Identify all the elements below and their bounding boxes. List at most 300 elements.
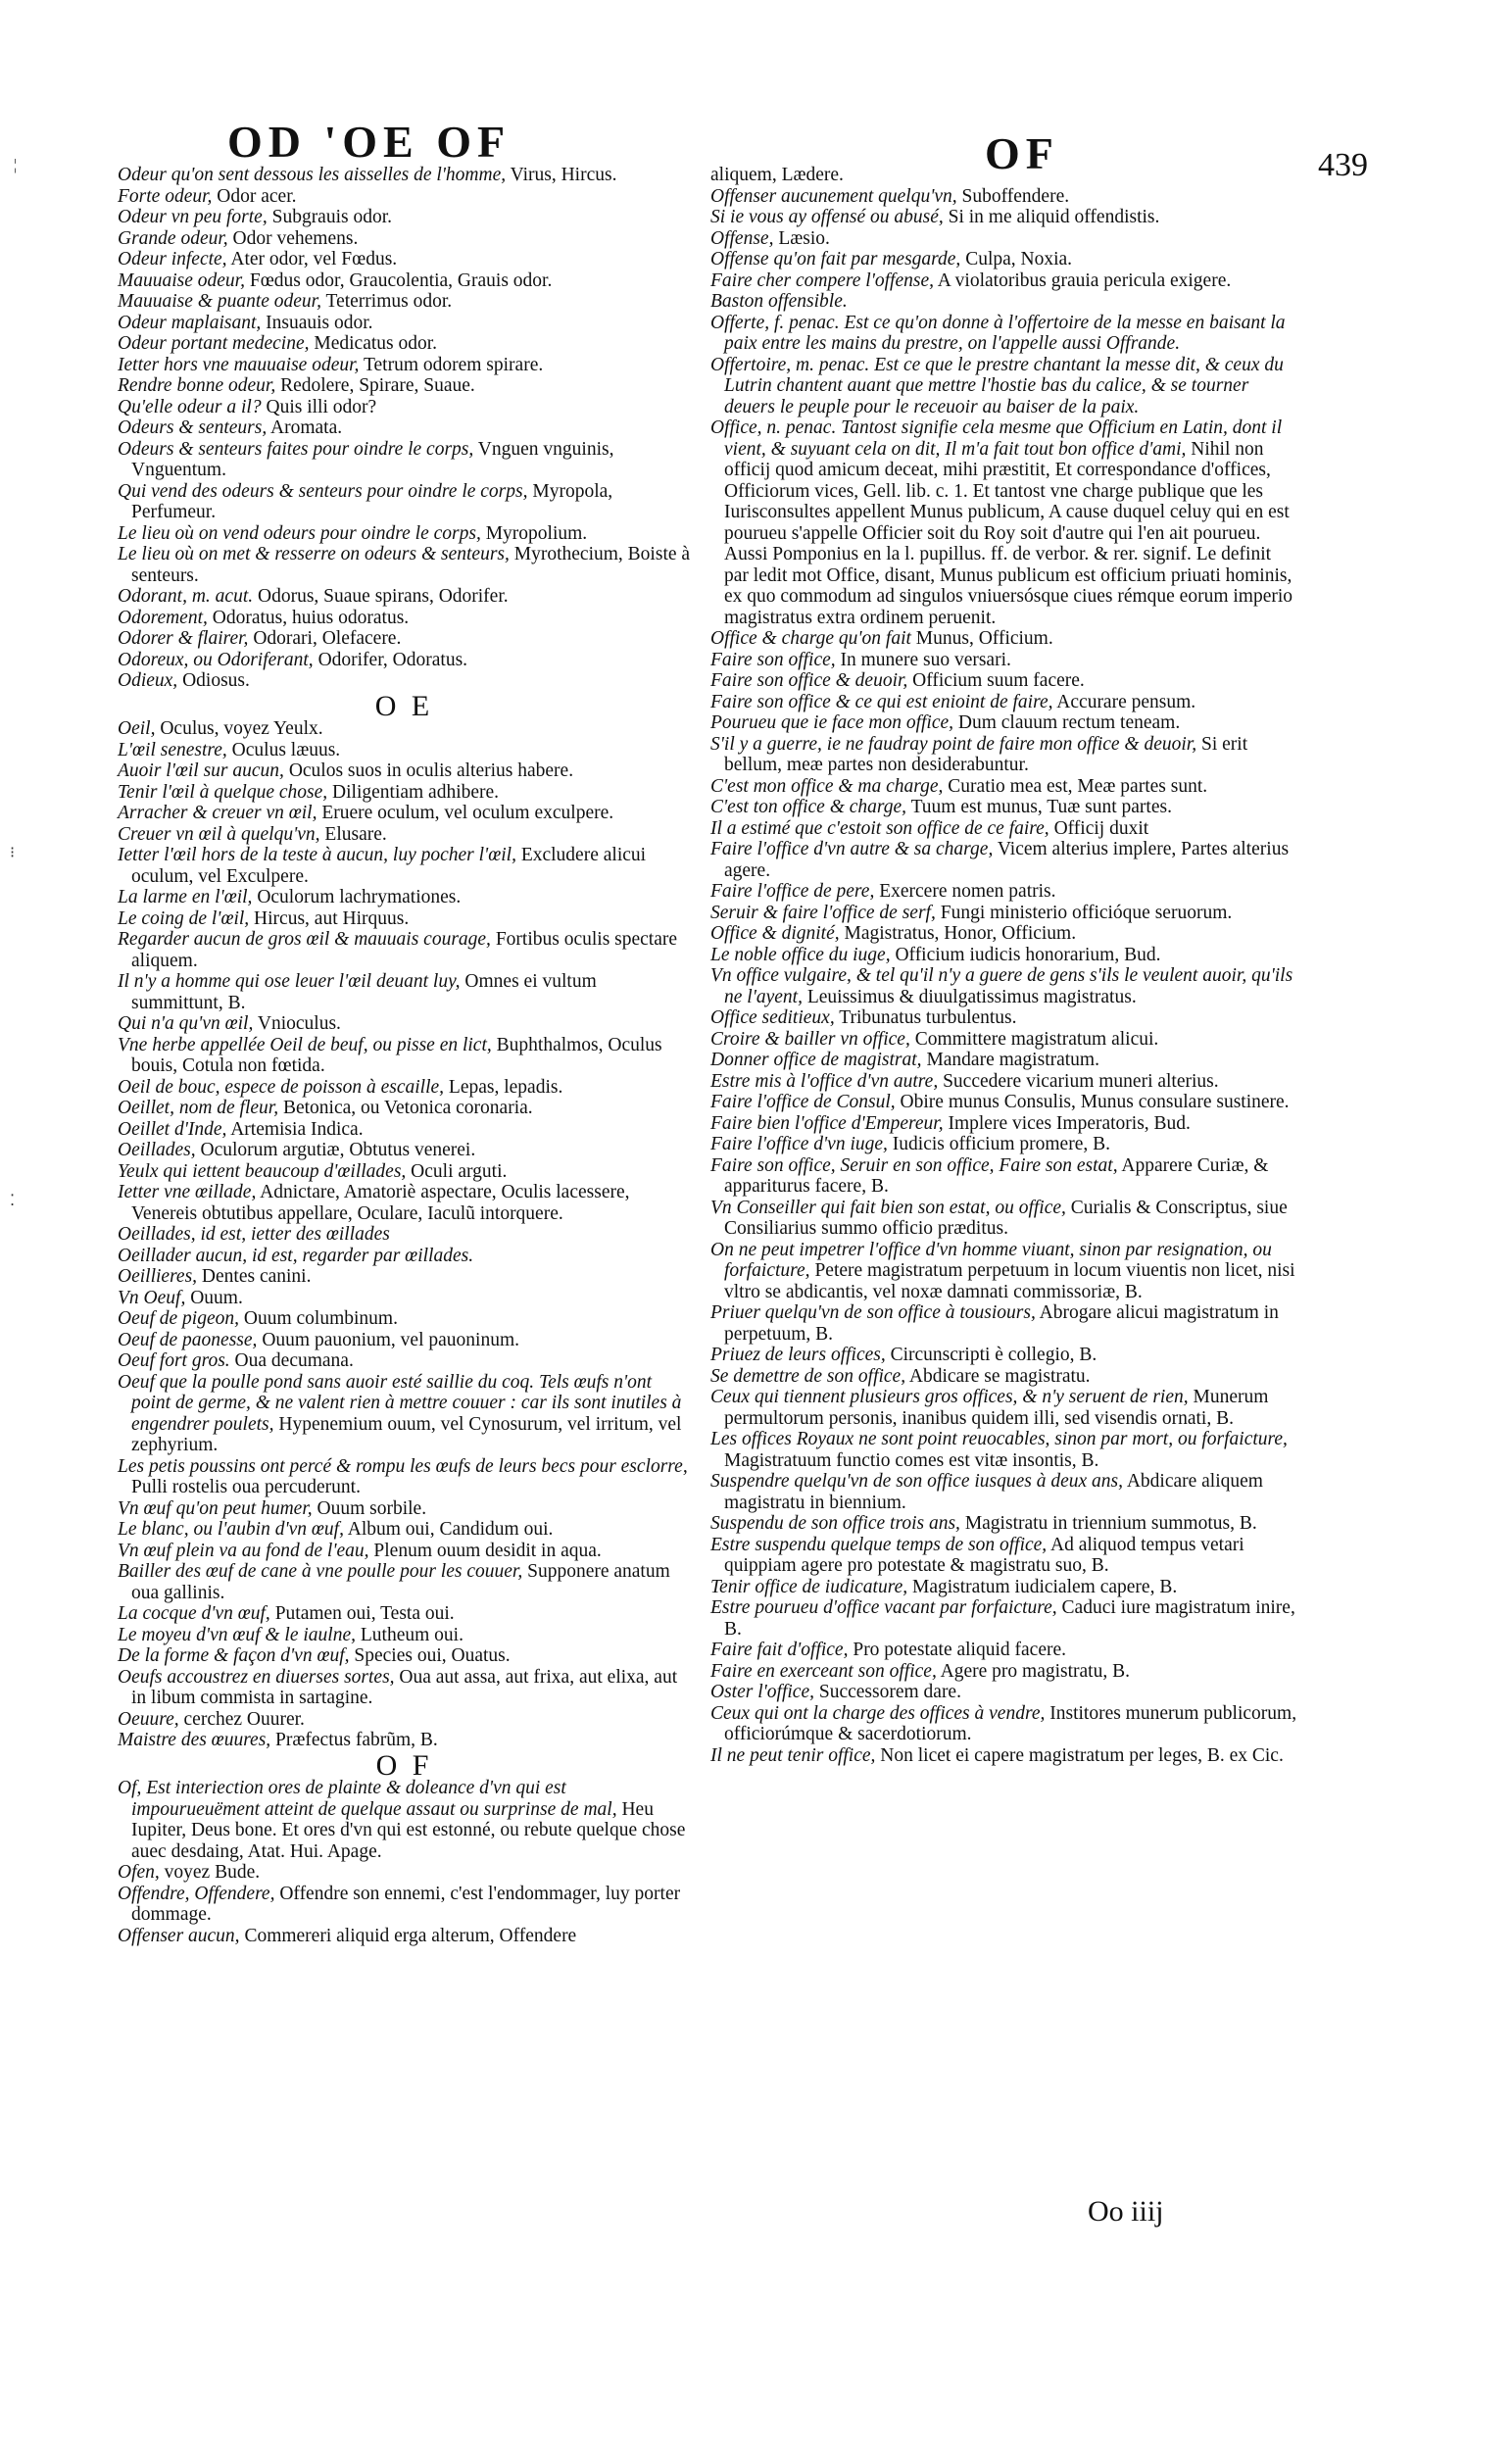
latin-gloss: Dum clauum rectum teneam.	[957, 712, 1181, 733]
latin-gloss: Curatio mea est, Meæ partes sunt.	[948, 775, 1208, 797]
french-term: Oeuf fort gros.	[118, 1350, 230, 1371]
french-term: Le lieu où on met & resserre on odeurs & senteurs,	[118, 544, 510, 564]
latin-gloss: Officium iudicis honorarium, Bud.	[895, 944, 1161, 965]
dictionary-entry	[118, 887, 691, 908]
dictionary-entry	[118, 333, 691, 355]
french-term: Oeillet, nom de fleur,	[118, 1098, 279, 1118]
french-term: Odeur vn peu forte,	[118, 207, 268, 227]
french-term: C'est mon office & ma charge,	[710, 775, 944, 797]
french-term: Il n'y a homme qui ose leuer l'œil deuant luy,	[118, 971, 461, 992]
french-term: Les offices Royaux ne sont point reuocables, sinon par mort, ou forfaicture,	[710, 1429, 1288, 1449]
french-term: Vn Conseiller qui fait bien son estat, ou office,	[710, 1197, 1066, 1218]
dictionary-entry	[118, 1035, 691, 1077]
dictionary-entry	[710, 1198, 1298, 1240]
latin-gloss: Diligentiam adhibere.	[332, 781, 500, 803]
dictionary-entry	[710, 1703, 1298, 1745]
french-term: Oster l'office,	[710, 1682, 814, 1702]
latin-gloss: Pulli rostelis oua percuderunt.	[131, 1477, 361, 1497]
dictionary-entry	[710, 1745, 1298, 1767]
latin-gloss: Pro potestate aliquid facere.	[853, 1640, 1067, 1660]
dictionary-entry	[118, 1456, 691, 1498]
french-term: Arracher & creuer vn œil,	[118, 803, 317, 823]
latin-gloss: Quis illi odor?	[266, 396, 377, 417]
dictionary-entry	[118, 1119, 691, 1141]
french-term: Odorement,	[118, 607, 208, 628]
dictionary-entry	[118, 824, 691, 846]
french-term: Faire fait d'office,	[710, 1640, 849, 1660]
french-term: Offendre, Offendere,	[118, 1883, 275, 1904]
latin-gloss: Oculus læuus.	[231, 739, 341, 760]
dictionary-entry	[710, 1113, 1298, 1135]
latin-gloss: Dentes canini.	[201, 1266, 312, 1287]
latin-gloss: Ater odor, vel Fœdus.	[230, 249, 398, 270]
dictionary-entry	[118, 481, 691, 523]
dictionary-entry	[118, 1730, 691, 1751]
dictionary-entry	[118, 1603, 691, 1625]
french-term: Of, Est interiection ores de plainte & doleance d'vn qui est impourueuëment atteint de quelque assaut ou surprinse de mal,	[118, 1778, 617, 1820]
dictionary-entry	[710, 1029, 1298, 1051]
latin-gloss: Excludere alicui oculum, vel Exculpere.	[131, 845, 647, 887]
header-left: OD 'OE OF	[227, 117, 512, 167]
dictionary-entry	[710, 1597, 1298, 1640]
french-term: De la forme & façon d'vn œuf,	[118, 1645, 350, 1666]
french-term: Tenir office de iudicature,	[710, 1576, 908, 1597]
latin-gloss: Apparere Curiæ, & appariturus facere, B.	[724, 1154, 1269, 1197]
french-term: Office, n. penac. Tantost signifie cela mesme que Officium en Latin, dont il vient, & suyuant cela on dit, Il m'a fait tout bon office d'ami,	[710, 417, 1283, 460]
dictionary-entry	[710, 923, 1298, 945]
latin-gloss: Magistratu in triennium summotus, B.	[964, 1513, 1257, 1534]
dictionary-entry	[118, 1161, 691, 1183]
latin-gloss: Tetrum odorem spirare.	[363, 354, 544, 375]
latin-gloss: Elusare.	[324, 823, 387, 845]
dictionary-entry	[710, 1471, 1298, 1513]
dictionary-entry	[710, 1155, 1298, 1198]
latin-gloss: Odor acer.	[217, 185, 297, 207]
latin-gloss: Hypenemium ouum, vel Cynosurum, vel irritum, vel zephyrium.	[131, 1413, 682, 1455]
french-term: Donner office de magistrat,	[710, 1050, 922, 1070]
latin-gloss: Abdicare aliquem magistratu in biennium.	[724, 1471, 1263, 1513]
dictionary-entry	[710, 1302, 1298, 1345]
french-term: Odorer & flairer,	[118, 628, 249, 649]
french-term: Vne herbe appellée Oeil de beuf, ou pisse en lict,	[118, 1034, 492, 1055]
dictionary-entry	[118, 740, 691, 761]
french-term: Faire son office, Seruir en son office, Faire son estat,	[710, 1154, 1118, 1176]
french-term: Odorant, m. acut.	[118, 586, 254, 607]
french-term: Mauuaise odeur,	[118, 270, 245, 291]
dictionary-entry	[118, 1098, 691, 1119]
dictionary-entry	[118, 1140, 691, 1161]
french-term: Les petis poussins ont percé & rompu les œufs de leurs becs pour esclorre,	[118, 1455, 688, 1477]
latin-gloss: Oculi arguti.	[411, 1160, 508, 1182]
dictionary-entry	[118, 1519, 691, 1541]
dictionary-entry	[710, 249, 1298, 270]
dictionary-entry	[118, 355, 691, 376]
french-term: Le coing de l'œil,	[118, 907, 250, 929]
latin-gloss: Petere magistratum perpetuum in locum viuentis non licet, nisi vltro se abdicantis, vel noxæ damnati commissoriæ, B.	[724, 1260, 1295, 1302]
dictionary-entry	[118, 1246, 691, 1267]
dictionary-entry	[118, 1862, 691, 1884]
header-right: OF	[985, 128, 1059, 178]
french-term: L'œil senestre,	[118, 739, 227, 760]
french-term: Oeuure,	[118, 1708, 179, 1730]
latin-gloss: Buphthalmos, Oculus bouis, Cotula non fœtida.	[131, 1034, 662, 1076]
dictionary-entry	[118, 782, 691, 804]
latin-gloss: Aromata.	[270, 417, 343, 438]
french-term: Ietter vne œillade,	[118, 1182, 257, 1202]
french-term: Qui vend des odeurs & senteurs pour oindre le corps,	[118, 480, 528, 502]
latin-gloss: Successorem dare.	[818, 1682, 961, 1702]
dictionary-entry	[710, 207, 1298, 228]
dictionary-entry	[710, 818, 1298, 840]
latin-gloss: Supponere anatum oua gallinis.	[131, 1561, 670, 1603]
latin-gloss: Commereri aliquid erga alterum, Offendere	[244, 1925, 577, 1946]
latin-gloss: Leuissimus & diuulgatissimus magistratus.	[806, 986, 1137, 1007]
margin-mark: ¦	[14, 157, 18, 173]
latin-gloss: Caduci iure magistratum inire, B.	[724, 1597, 1295, 1640]
dictionary-entry	[118, 760, 691, 782]
dictionary-entry	[710, 776, 1298, 798]
french-term: Estre mis à l'office d'vn autre,	[710, 1070, 939, 1092]
latin-gloss: Abrogare alicui magistratum in perpetuum, B.	[724, 1302, 1279, 1345]
french-term: Ietter hors vne mauuaise odeur,	[118, 354, 360, 375]
french-term: Offense,	[710, 227, 774, 249]
latin-gloss: Iudicis officium promere, B.	[892, 1134, 1110, 1154]
dictionary-entry	[118, 186, 691, 208]
latin-gloss: Tuum est munus, Tuæ sunt partes.	[910, 797, 1172, 817]
french-term: Odeurs & senteurs faites pour oindre le corps,	[118, 438, 474, 460]
french-term: Ceux qui tiennent plusieurs gros offices, & n'y seruent de rien,	[710, 1387, 1189, 1407]
french-term: Suspendu de son office trois ans,	[710, 1513, 960, 1534]
latin-gloss: Munerum permultorum personis, inanibus quidem illi, sed visendis ornati, B.	[724, 1387, 1269, 1429]
latin-gloss: Non licet ei capere magistratum per leges, B. ex Cic.	[880, 1744, 1284, 1766]
french-term: Le noble office du iuge,	[710, 944, 891, 965]
dictionary-entry	[118, 397, 691, 418]
french-term: Oeillader aucun, id est, regarder par œillades.	[118, 1245, 474, 1266]
dictionary-entry	[118, 1667, 691, 1709]
french-term: Regarder aucun de gros œil & mauuais courage,	[118, 929, 491, 950]
french-term: Il ne peut tenir office,	[710, 1744, 876, 1766]
french-term: Creuer vn œil à quelqu'vn,	[118, 823, 320, 845]
latin-gloss: Obire munus Consulis, Munus consulare sustinere.	[900, 1092, 1290, 1112]
french-term: Vn Oeuf,	[118, 1287, 186, 1308]
dictionary-entry	[710, 881, 1298, 903]
dictionary-entry	[710, 1366, 1298, 1388]
dictionary-entry	[710, 1092, 1298, 1113]
french-term: Si ie vous ay offensé ou abusé,	[710, 207, 944, 227]
latin-gloss: Teterrimus odor.	[325, 291, 453, 312]
latin-gloss: voyez Bude.	[164, 1862, 261, 1883]
latin-gloss: Myrothecium, Boiste à senteurs.	[131, 544, 691, 586]
dictionary-entry	[118, 249, 691, 270]
french-term: Rendre bonne odeur,	[118, 375, 276, 396]
french-term: Pourueu que ie face mon office,	[710, 712, 954, 733]
dictionary-entry	[118, 165, 691, 186]
dictionary-entry	[710, 1682, 1298, 1703]
dictionary-entry	[118, 207, 691, 228]
latin-gloss: Si erit bellum, meæ partes non desiderabuntur.	[724, 733, 1248, 775]
latin-gloss: Ouum sorbile.	[317, 1497, 427, 1519]
dictionary-entry	[118, 803, 691, 824]
latin-gloss: Ad aliquod tempus vetari quippiam agere pro potestate & magistratu suo, B.	[724, 1534, 1244, 1576]
french-term: Offenser aucunement quelqu'vn,	[710, 185, 957, 207]
french-term: Offerte, f. penac. Est ce qu'on donne à l'offertoire de la messe en baisant la paix entre les mains du prestre, on l'appelle aussi Offrande.	[710, 312, 1286, 354]
french-term: Estre suspendu quelque temps de son office,	[710, 1534, 1048, 1555]
latin-gloss: Fœdus odor, Graucolentia, Grauis odor.	[249, 270, 553, 291]
french-term: Faire l'office d'vn autre & sa charge,	[710, 839, 994, 859]
french-term: Odoreux, ou Odoriferant,	[118, 649, 314, 670]
french-term: Ofen,	[118, 1862, 160, 1883]
latin-gloss: Magistratus, Honor, Officium.	[844, 923, 1077, 944]
french-term: Odeur qu'on sent dessous les aisselles de l'homme,	[118, 165, 507, 185]
french-term: La cocque d'vn œuf,	[118, 1603, 270, 1624]
section-heading: O F	[375, 1748, 433, 1782]
french-term: Suspendre quelqu'vn de son office iusques à deux ans,	[710, 1471, 1123, 1492]
latin-gloss: Officium suum facere.	[912, 670, 1085, 691]
french-term: Le lieu où on vend odeurs pour oindre le corps,	[118, 522, 481, 544]
french-term: Oeillet d'Inde,	[118, 1118, 227, 1140]
dictionary-entry	[118, 313, 691, 334]
latin-gloss: Album oui, Candidum oui.	[347, 1519, 554, 1540]
french-term: C'est ton office & charge,	[710, 797, 907, 817]
margin-mark: ⁚	[10, 1193, 16, 1209]
french-term: Odeur maplaisant,	[118, 312, 262, 333]
dictionary-entry	[118, 1926, 691, 1947]
dictionary-entry	[118, 1561, 691, 1603]
dictionary-entry	[118, 417, 691, 439]
french-term: Tenir l'œil à quelque chose,	[118, 781, 328, 803]
dictionary-entry	[710, 291, 1298, 313]
french-term: Oeil,	[118, 718, 156, 739]
french-term: Yeulx qui iettent beaucoup d'œillades,	[118, 1160, 407, 1182]
dictionary-entry	[118, 845, 691, 887]
left-column	[118, 165, 691, 1946]
latin-gloss: Offendre son ennemi, c'est l'endommager, luy porter dommage.	[131, 1883, 681, 1925]
latin-gloss: Odorus, Suaue spirans, Odorifer.	[258, 586, 509, 607]
dictionary-entry	[118, 929, 691, 971]
french-term: Vn œuf plein va au fond de l'eau,	[118, 1540, 369, 1561]
dictionary-entry	[710, 945, 1298, 966]
french-term: Odeurs & senteurs,	[118, 417, 268, 438]
french-term: Ietter l'œil hors de la teste à aucun, luy pocher l'œil,	[118, 845, 516, 865]
latin-gloss: Oculos suos in oculis alterius habere.	[288, 760, 574, 781]
french-term: Mauuaise & puante odeur,	[118, 291, 321, 312]
dictionary-entry	[118, 1498, 691, 1520]
latin-gloss: aliquem, Lædere.	[710, 165, 844, 185]
dictionary-entry	[710, 797, 1298, 818]
dictionary-entry	[710, 313, 1298, 355]
latin-gloss: Magistratum iudicialem capere, B.	[912, 1576, 1178, 1597]
french-term: Oeillades,	[118, 1140, 196, 1160]
french-term: Ceux qui ont la charge des offices à vendre,	[710, 1702, 1046, 1724]
latin-gloss: Fortibus oculis spectare aliquem.	[131, 929, 678, 971]
latin-gloss: Implere vices Imperatoris, Bud.	[948, 1112, 1191, 1134]
french-term: Oeuf de paonesse,	[118, 1329, 258, 1350]
dictionary-entry	[118, 608, 691, 629]
french-term: On ne peut impetrer l'office d'vn homme viuant, sinon par resignation, ou forfaicture,	[710, 1239, 1272, 1281]
dictionary-entry	[710, 1429, 1298, 1471]
french-term: La larme en l'œil,	[118, 887, 253, 907]
french-term: Grande odeur,	[118, 227, 228, 249]
dictionary-entry	[118, 1541, 691, 1562]
french-term: S'il y a guerre, ie ne faudray point de faire mon office & deuoir,	[710, 733, 1197, 755]
french-term: Odieux,	[118, 670, 178, 691]
french-term: Office & charge qu'on fait	[710, 628, 911, 649]
dictionary-entry	[710, 1387, 1298, 1429]
latin-gloss: Virus, Hircus.	[510, 165, 617, 185]
dictionary-entry	[710, 670, 1298, 692]
latin-gloss: Myropola, Perfumeur.	[131, 480, 613, 522]
latin-gloss: Institores munerum publicorum, officiorúmque & sacerdotiorum.	[724, 1702, 1297, 1744]
dictionary-entry	[710, 903, 1298, 924]
dictionary-entry	[118, 1077, 691, 1099]
french-term: Priuez de leurs offices,	[710, 1345, 886, 1365]
latin-gloss: Plenum ouum desidit in aqua.	[373, 1540, 602, 1561]
latin-gloss: Adnictare, Amatoriè aspectare, Oculis lacessere, Venereis obtutibus appellare, Ocularе, Iaculũ intorquere.	[131, 1182, 630, 1224]
signature-mark: Oo iiij	[1088, 2195, 1164, 2228]
dictionary-entry	[118, 971, 691, 1013]
latin-gloss: Exercere nomen patris.	[879, 881, 1056, 902]
dictionary-entry	[118, 1645, 691, 1667]
latin-gloss: Abdicare se magistratu.	[908, 1365, 1091, 1387]
dictionary-entry	[118, 1013, 691, 1035]
latin-gloss: Myropolium.	[485, 522, 588, 544]
dictionary-entry	[710, 417, 1298, 628]
latin-gloss: Odor vehemens.	[232, 227, 359, 249]
french-term: Faire l'office d'vn iuge,	[710, 1134, 888, 1154]
dictionary-entry	[710, 1007, 1298, 1029]
latin-gloss: Oculorum lachrymationes.	[257, 887, 462, 907]
dictionary-entry	[118, 1308, 691, 1330]
french-term: Oeuf que la poulle pond sans auoir esté saillie du coq. Tels œufs n'ont point de germe, & ne valent rien à mettre couuer : car ils sont inutiles à engendrer poulets,	[118, 1371, 682, 1435]
dictionary-entry	[710, 1577, 1298, 1598]
latin-gloss: Læsio.	[778, 227, 830, 249]
latin-gloss: Committere magistratum alicui.	[914, 1028, 1159, 1050]
dictionary-entry	[710, 1134, 1298, 1155]
dictionary-entry	[118, 1288, 691, 1309]
latin-gloss: Betonica, ou Vetonica coronaria.	[282, 1098, 533, 1118]
margin-mark: ⁝	[10, 845, 16, 861]
dictionary-entry	[710, 228, 1298, 250]
dictionary-entry	[118, 291, 691, 313]
french-term: Odeur infecte,	[118, 249, 227, 270]
french-term: Offenser aucun,	[118, 1925, 240, 1946]
french-term: Offense qu'on fait par mesgarde,	[710, 249, 961, 270]
dictionary-entry	[710, 1071, 1298, 1093]
french-term: Oeillades, id est, ietter des œillades	[118, 1224, 390, 1245]
dictionary-entry	[710, 165, 1298, 186]
french-term: Faire bien l'office d'Empereur,	[710, 1112, 944, 1134]
french-term: Oeufs accoustrez en diuerses sortes,	[118, 1666, 395, 1688]
dictionary-entry	[118, 1778, 691, 1862]
dictionary-entry	[710, 734, 1298, 776]
latin-gloss: Magistratuum functio comes est vitæ insontis, B.	[724, 1449, 1099, 1471]
french-term: Office seditieux,	[710, 1007, 835, 1028]
latin-gloss: Culpa, Noxia.	[965, 249, 1073, 270]
dictionary-entry	[710, 1050, 1298, 1071]
dictionary-entry	[710, 839, 1298, 881]
right-column	[710, 165, 1298, 1766]
french-term: Faire l'office de Consul,	[710, 1092, 896, 1112]
dictionary-entry	[710, 186, 1298, 208]
french-term: Oeil de bouc, espece de poisson à escaille,	[118, 1076, 445, 1098]
dictionary-entry	[118, 1350, 691, 1372]
french-term: Maistre des œuures,	[118, 1730, 271, 1750]
french-term: Faire en exerceant son office,	[710, 1660, 937, 1682]
page-number: 439	[1318, 147, 1368, 183]
dictionary-entry	[118, 586, 691, 608]
dictionary-entry	[118, 523, 691, 545]
latin-gloss: Ouum pauonium, vel pauoninum.	[262, 1329, 519, 1350]
section-heading: O E	[374, 689, 434, 722]
french-term: Faire l'office de pere,	[710, 881, 875, 902]
latin-gloss: Oculus, voyez Yeulx.	[160, 718, 323, 739]
latin-gloss: Agere pro magistratu, B.	[940, 1660, 1130, 1682]
french-term: Office & dignité,	[710, 923, 840, 944]
dictionary-entry	[118, 375, 691, 397]
dictionary-entry	[118, 228, 691, 250]
dictionary-entry	[710, 1345, 1298, 1366]
dictionary-entry	[118, 1266, 691, 1288]
latin-gloss: Oua aut assa, aut frixa, aut elixa, aut in libum commista in sartagine.	[131, 1666, 678, 1708]
french-term: Croire & bailler vn office,	[710, 1028, 910, 1050]
latin-gloss: cerchez Ouurer.	[183, 1708, 305, 1730]
dictionary-entry	[118, 908, 691, 930]
latin-gloss: Putamen oui, Testa oui.	[274, 1603, 455, 1624]
french-term: Baston offensible.	[710, 291, 848, 312]
latin-gloss: Si in me aliquid offendistis.	[948, 207, 1160, 227]
latin-gloss: Munus, Officium.	[915, 628, 1053, 649]
latin-gloss: Accurare pensum.	[1056, 691, 1196, 712]
dictionary-entry	[118, 1224, 691, 1246]
french-term: Faire son office,	[710, 649, 836, 670]
dictionary-entry	[118, 1884, 691, 1926]
french-term: Faire cher compere l'offense,	[710, 270, 934, 291]
dictionary-entry	[118, 1330, 691, 1351]
latin-gloss: Hircus, aut Hirquus.	[254, 907, 410, 929]
latin-gloss: Tribunatus turbulentus.	[839, 1007, 1017, 1028]
french-term: Offertoire, m. penac. Est ce que le prestre chantant la messe dit, & ceux du Lutrin chantent auant que mettre l'hostie bas du calice, & se tourner deuers le peuple pour le receuoir au baiser de la paix.	[710, 354, 1284, 417]
dictionary-entry	[710, 1535, 1298, 1577]
french-term: Le blanc, ou l'aubin d'vn œuf,	[118, 1519, 344, 1540]
dictionary-entry	[710, 712, 1298, 734]
latin-gloss: Nihil non officij quod amicum deceat, mihi præstitit, Et correspondance d'offices, Officiorum vices, Gell. lib. c. 1. Et tantost vne charge publique que les Iurisconsultes appellent Munus publicum, A cause duquel celuy qui en est pourueu s'appelle Officier soit du Roy soit d'autre qui l'en ait pourueu. Aussi Pomponius en la l. pupillus. ff. de verbor. & rer. signif. Le definit par ledit mot Office, disant, Munus publicum est officium priuati hominis, ex quo commodum ad singulos vniuersósque ciues rémque eorum imperio magistratus extra ordinem peruenit.	[724, 438, 1293, 628]
dictionary-entry	[710, 270, 1298, 292]
french-term: Oeillieres,	[118, 1266, 198, 1287]
french-term: Oeuf de pigeon,	[118, 1308, 240, 1329]
latin-gloss: Vicem alterius implere, Partes alterius agere.	[724, 839, 1290, 881]
french-term: Auoir l'œil sur aucun,	[118, 760, 284, 781]
latin-gloss: Lutheum oui.	[360, 1624, 463, 1645]
french-term: Vn œuf qu'on peut humer,	[118, 1497, 313, 1519]
french-term: Estre pourueu d'office vacant par forfaicture,	[710, 1597, 1057, 1618]
dictionary-entry	[118, 1709, 691, 1731]
dictionary-entry	[710, 650, 1298, 671]
french-term: Priuer quelqu'vn de son office à tousiours,	[710, 1302, 1036, 1323]
dictionary-entry	[710, 1661, 1298, 1683]
latin-gloss: Species oui, Ouatus.	[354, 1645, 511, 1666]
french-term: Seruir & faire l'office de serf,	[710, 902, 936, 923]
dictionary-entry	[710, 1640, 1298, 1661]
latin-gloss: Curialis & Conscriptus, siue Consiliarius summo officio præditus.	[724, 1197, 1288, 1239]
latin-gloss: Lepas, lepadis.	[448, 1076, 563, 1098]
latin-gloss: Vnguen vnguinis, Vnguentum.	[131, 438, 614, 480]
dictionary-entry	[118, 1625, 691, 1646]
french-term: Bailler des œuf de cane à vne poulle pour les couuer,	[118, 1561, 523, 1582]
french-term: Faire son office & deuoir,	[710, 670, 908, 691]
latin-gloss: A violatoribus grauia pericula exigere.	[937, 270, 1232, 291]
dictionary-entry	[710, 692, 1298, 713]
dictionary-entry	[118, 650, 691, 671]
